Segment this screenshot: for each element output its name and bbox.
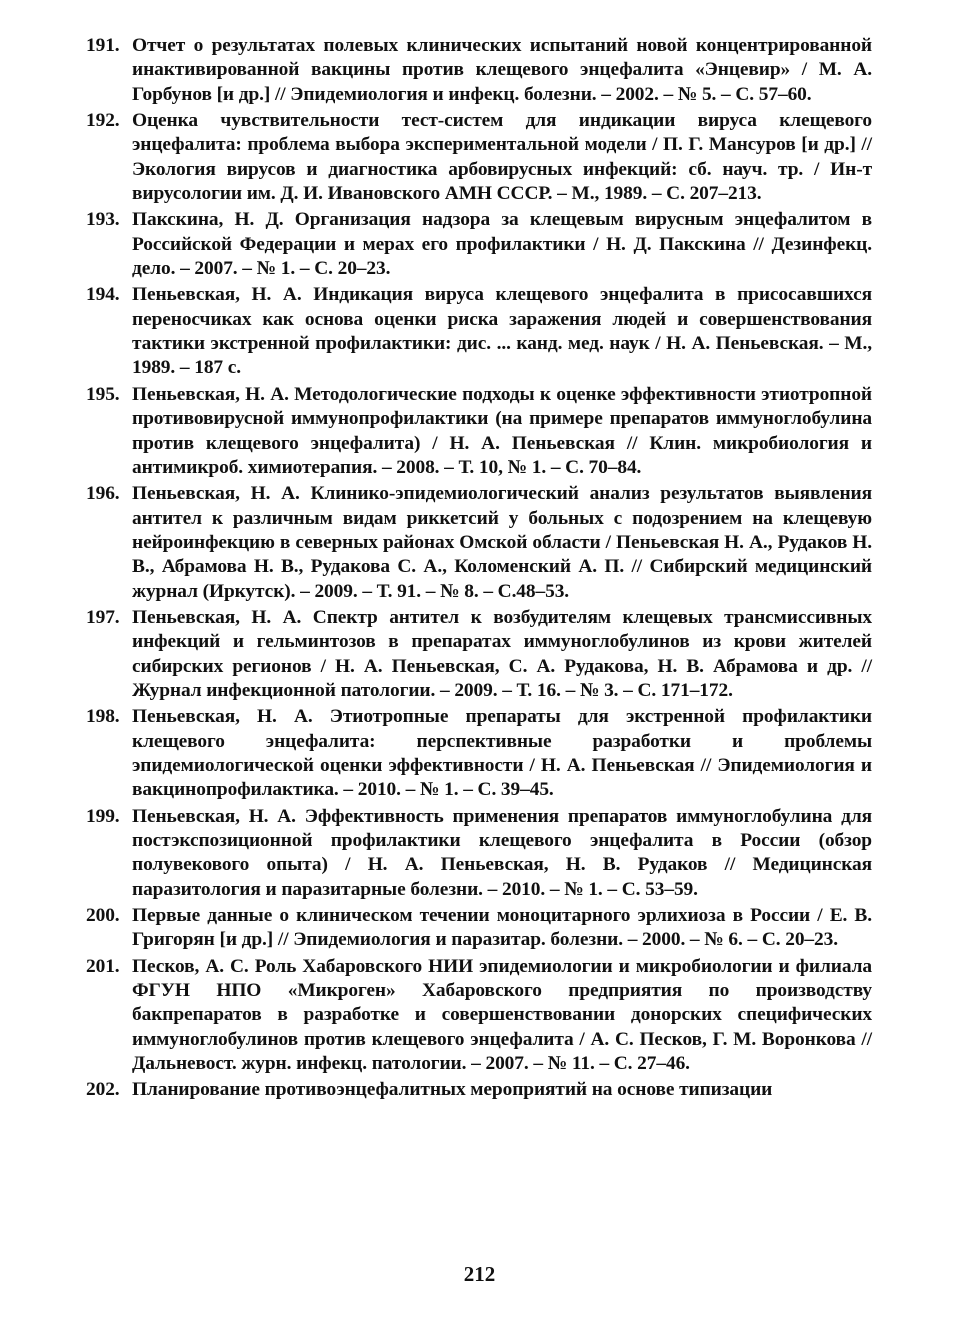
reference-entry — [86, 208, 872, 281]
reference-entry — [86, 606, 872, 703]
reference-text: Пеньевская, Н. А. Спектр антител к возбудителям клещевых трансмиссивных инфекций и гельминтозов в препаратах иммуноглобулинов из крови жителей сибирских регионов / Н. А. Пеньевская, С. А. Рудакова, Н. В. Абрамова и др. // Журнал инфекционной патологии. – 2009. – Т. 16. – № 3. – С. 171–172. — [132, 606, 872, 701]
reference-entry — [86, 705, 872, 802]
reference-text: Оценка чувствительности тест-систем для индикации вируса клещевого энцефалита: проблема выбора экспериментальной модели / П. Г. Мансуров [и др.] // Экология вирусов и диагностика арбовирусных инфекций: сб. науч. тр. / Ин-т вирусологии им. Д. И. Ивановского АМН СССР. – М., 1989. – С. 207–213. — [132, 110, 872, 205]
reference-number: 196. — [86, 483, 120, 505]
reference-entry — [86, 34, 872, 107]
reference-text: Пеньевская, Н. А. Этиотропные препараты для экстренной профилактики клещевого энцефалита: перспективные разработки и проблемы эпидемиологической оценки эффективности / Н. А. Пеньевская // Эпидемиология и вакцинопрофилактика. – 2010. – № 1. – С. 39–45. — [132, 706, 872, 801]
reference-number: 201. — [86, 955, 120, 977]
reference-entry — [86, 383, 872, 480]
reference-text: Пеньевская, Н. А. Методологические подходы к оценке эффективности этиотропной противовирусной иммунопрофилактики (на примере препаратов иммуноглобулина против клещевого энцефалита) / Н. А. Пеньевская // Клин. микробиология и антимикроб. химиотерапия. – 2008. – Т. 10, № 1. – С. 70–84. — [132, 383, 872, 478]
reference-number: 195. — [86, 383, 120, 405]
reference-number: 194. — [86, 284, 120, 306]
reference-entry — [86, 904, 872, 953]
reference-text: Пеньевская, Н. А. Эффективность применения препаратов иммуноглобулина для постэкспозиционной профилактики клещевого энцефалита в России (обзор полувекового опыта) / Н. А. Пеньевская, Н. В. Рудаков // Медицинская паразитология и паразитарные болезни. – 2010. – № 1. – С. 53–59. — [132, 805, 872, 900]
reference-text: Планирование противоэнцефалитных мероприятий на основе типизации — [132, 1079, 773, 1101]
reference-list — [86, 34, 872, 1105]
reference-entry — [86, 805, 872, 902]
page-number: 212 — [463, 1262, 496, 1286]
reference-text: Отчет о результатах полевых клинических испытаний новой концентрированной инактивированной вакцины против клещевого энцефалита «Энцевир» / М. А. Горбунов [и др.] // Эпидемиология и инфекц. болезни. – 2002. – № 5. – С. 57–60. — [132, 35, 872, 105]
reference-entry — [86, 955, 872, 1077]
reference-number: 202. — [86, 1079, 120, 1101]
reference-number: 192. — [86, 110, 120, 132]
reference-number: 197. — [86, 606, 120, 628]
reference-text: Песков, А. С. Роль Хабаровского НИИ эпидемиологии и микробиологии и филиала ФГУН НПО «Микроген» Хабаровского предприятия по производству бакпрепаратов в разработке и совершенствовании донорских специфических иммуноглобулинов против клещевого энцефалита / А. С. Песков, Г. М. Воронкова // Дальневост. журн. инфекц. патологии. – 2007. – № 11. – С. 27–46. — [132, 955, 872, 1075]
reference-text: Пеньевская, Н. А. Клинико-эпидемиологический анализ результатов выявления антител к различным видам риккетсий у больных с подозрением на клещевую нейроинфекцию в северных районах Омской области / Пеньевская Н. А., Рудаков Н. В., Абрамова Н. В., Рудакова С. А., Коломенский А. П. // Сибирский медицинский журнал (Иркутск). – 2009. – Т. 91. – № 8. – С.48–53. — [132, 483, 872, 602]
reference-number: 199. — [86, 805, 120, 827]
reference-entry — [86, 109, 872, 206]
reference-entry — [86, 1078, 872, 1102]
reference-text: Первые данные о клиническом течении моноцитарного эрлихиоза в России / Е. В. Григорян [и др.] // Эпидемиология и паразитар. болезни. – 2000. – № 6. – С. 20–23. — [132, 905, 872, 951]
reference-number: 191. — [86, 35, 120, 56]
reference-number: 198. — [86, 706, 120, 728]
reference-text: Пеньевская, Н. А. Индикация вируса клещевого энцефалита в присосавшихся переносчиках как основа оценки риска заражения людей и совершенствования тактики экстренной профилактики: дис. ... канд. мед. наук / Н. А. Пеньевская. – М., 1989. – 187 с. — [132, 284, 872, 379]
reference-entry — [86, 482, 872, 604]
reference-number: 193. — [86, 209, 120, 231]
reference-text: Пакскина, Н. Д. Организация надзора за клещевым вирусным энцефалитом в Российской Федерации и мерах его профилактики / Н. Д. Пакскина // Дезинфекц. дело. – 2007. – № 1. – С. 20–23. — [132, 209, 872, 280]
reference-number: 200. — [86, 905, 120, 927]
reference-entry — [86, 283, 872, 380]
